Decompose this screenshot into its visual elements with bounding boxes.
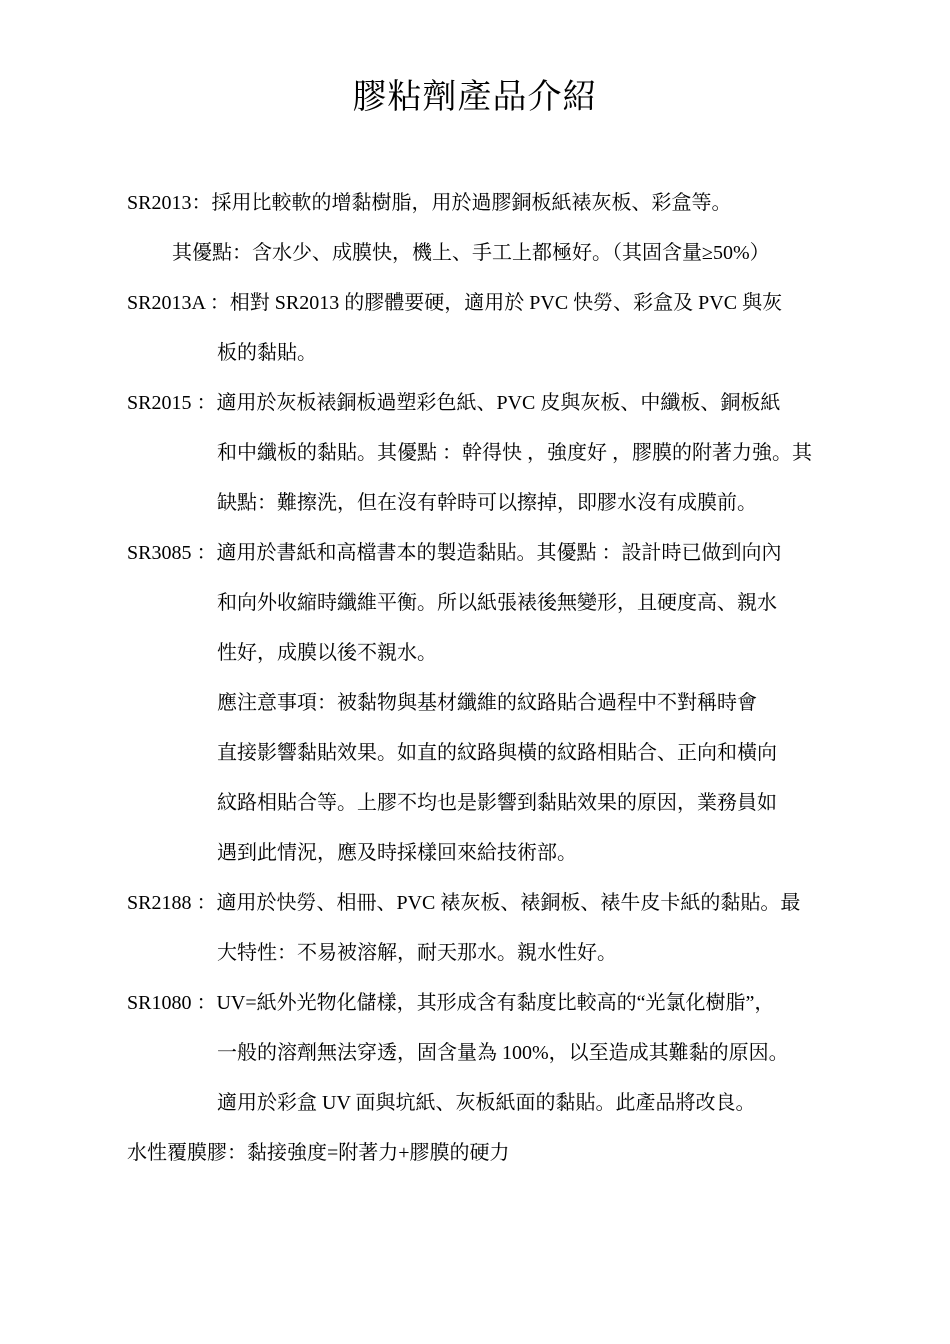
text-line-sr2013-advantages: 其優點：含水少、成膜快，機上、手工上都極好。（其固含量≥50%） xyxy=(172,242,770,264)
text-line-sr3085: SR3085 ：適用於書紙和高檔書本的製造黏貼。其優點 ：設計時已做到向內 xyxy=(127,542,782,564)
text-line-sr2015-cont-1: 和中纖板的黏貼。其優點 ：幹得快 ，強度好 ，膠膜的附著力強。其 xyxy=(217,442,812,464)
document-body xyxy=(127,178,847,1178)
text-line-laminating-glue: 水性覆膜膠：黏接強度=附著力+膠膜的硬力 xyxy=(127,1142,510,1164)
text-line-sr2013a: SR2013A ：相對 SR2013 的膠體要硬，適用於 PVC 快勞、彩盒及 PVC 與灰 xyxy=(127,292,783,314)
text-line-sr3085-notes-3: 紋路相貼合等。上膠不均也是影響到黏貼效果的原因，業務員如 xyxy=(217,792,777,814)
text-line-sr2015: SR2015 ：適用於灰板裱銅板過塑彩色紙、PVC 皮與灰板、中纖板、銅板紙 xyxy=(127,392,781,414)
text-line-sr2188: SR2188 ：適用於快勞、相冊、PVC 裱灰板、裱銅板、裱牛皮卡紙的黏貼。最 xyxy=(127,892,801,914)
text-line-sr1080-cont-1: 一般的溶劑無法穿透，固含量為 100%，以至造成其難黏的原因。 xyxy=(217,1042,789,1064)
text-line-sr3085-cont-1: 和向外收縮時纖維平衡。所以紙張裱後無變形，且硬度高、親水 xyxy=(217,592,777,614)
document-title: 膠粘劑產品介紹 xyxy=(352,79,598,116)
text-line-sr2013: SR2013：採用比較軟的增黏樹脂，用於過膠銅板紙裱灰板、彩盒等。 xyxy=(127,192,732,214)
text-line-sr3085-notes-1: 應注意事項：被黏物與基材纖維的紋路貼合過程中不對稱時會 xyxy=(217,692,757,714)
text-line-sr1080: SR1080 ：UV=紙外光物化儲樣，其形成含有黏度比較高的“光氯化樹脂”， xyxy=(127,992,775,1014)
text-line-sr2015-cont-2: 缺點：難擦洗，但在沒有幹時可以擦掉，即膠水沒有成膜前。 xyxy=(217,492,757,514)
text-line-sr3085-cont-2: 性好，成膜以後不親水。 xyxy=(217,642,437,664)
text-line-sr2188-cont: 大特性：不易被溶解，耐天那水。親水性好。 xyxy=(217,942,617,964)
text-line-sr1080-cont-2: 適用於彩盒 UV 面與坑紙、灰板紙面的黏貼。此產品將改良。 xyxy=(217,1092,756,1114)
text-line-sr2013a-cont: 板的黏貼。 xyxy=(217,342,317,364)
text-line-sr3085-notes-2: 直接影響黏貼效果。如直的紋路與橫的紋路相貼合、正向和橫向 xyxy=(217,742,777,764)
text-line-sr3085-notes-4: 遇到此情況，應及時採樣回來給技術部。 xyxy=(217,842,577,864)
